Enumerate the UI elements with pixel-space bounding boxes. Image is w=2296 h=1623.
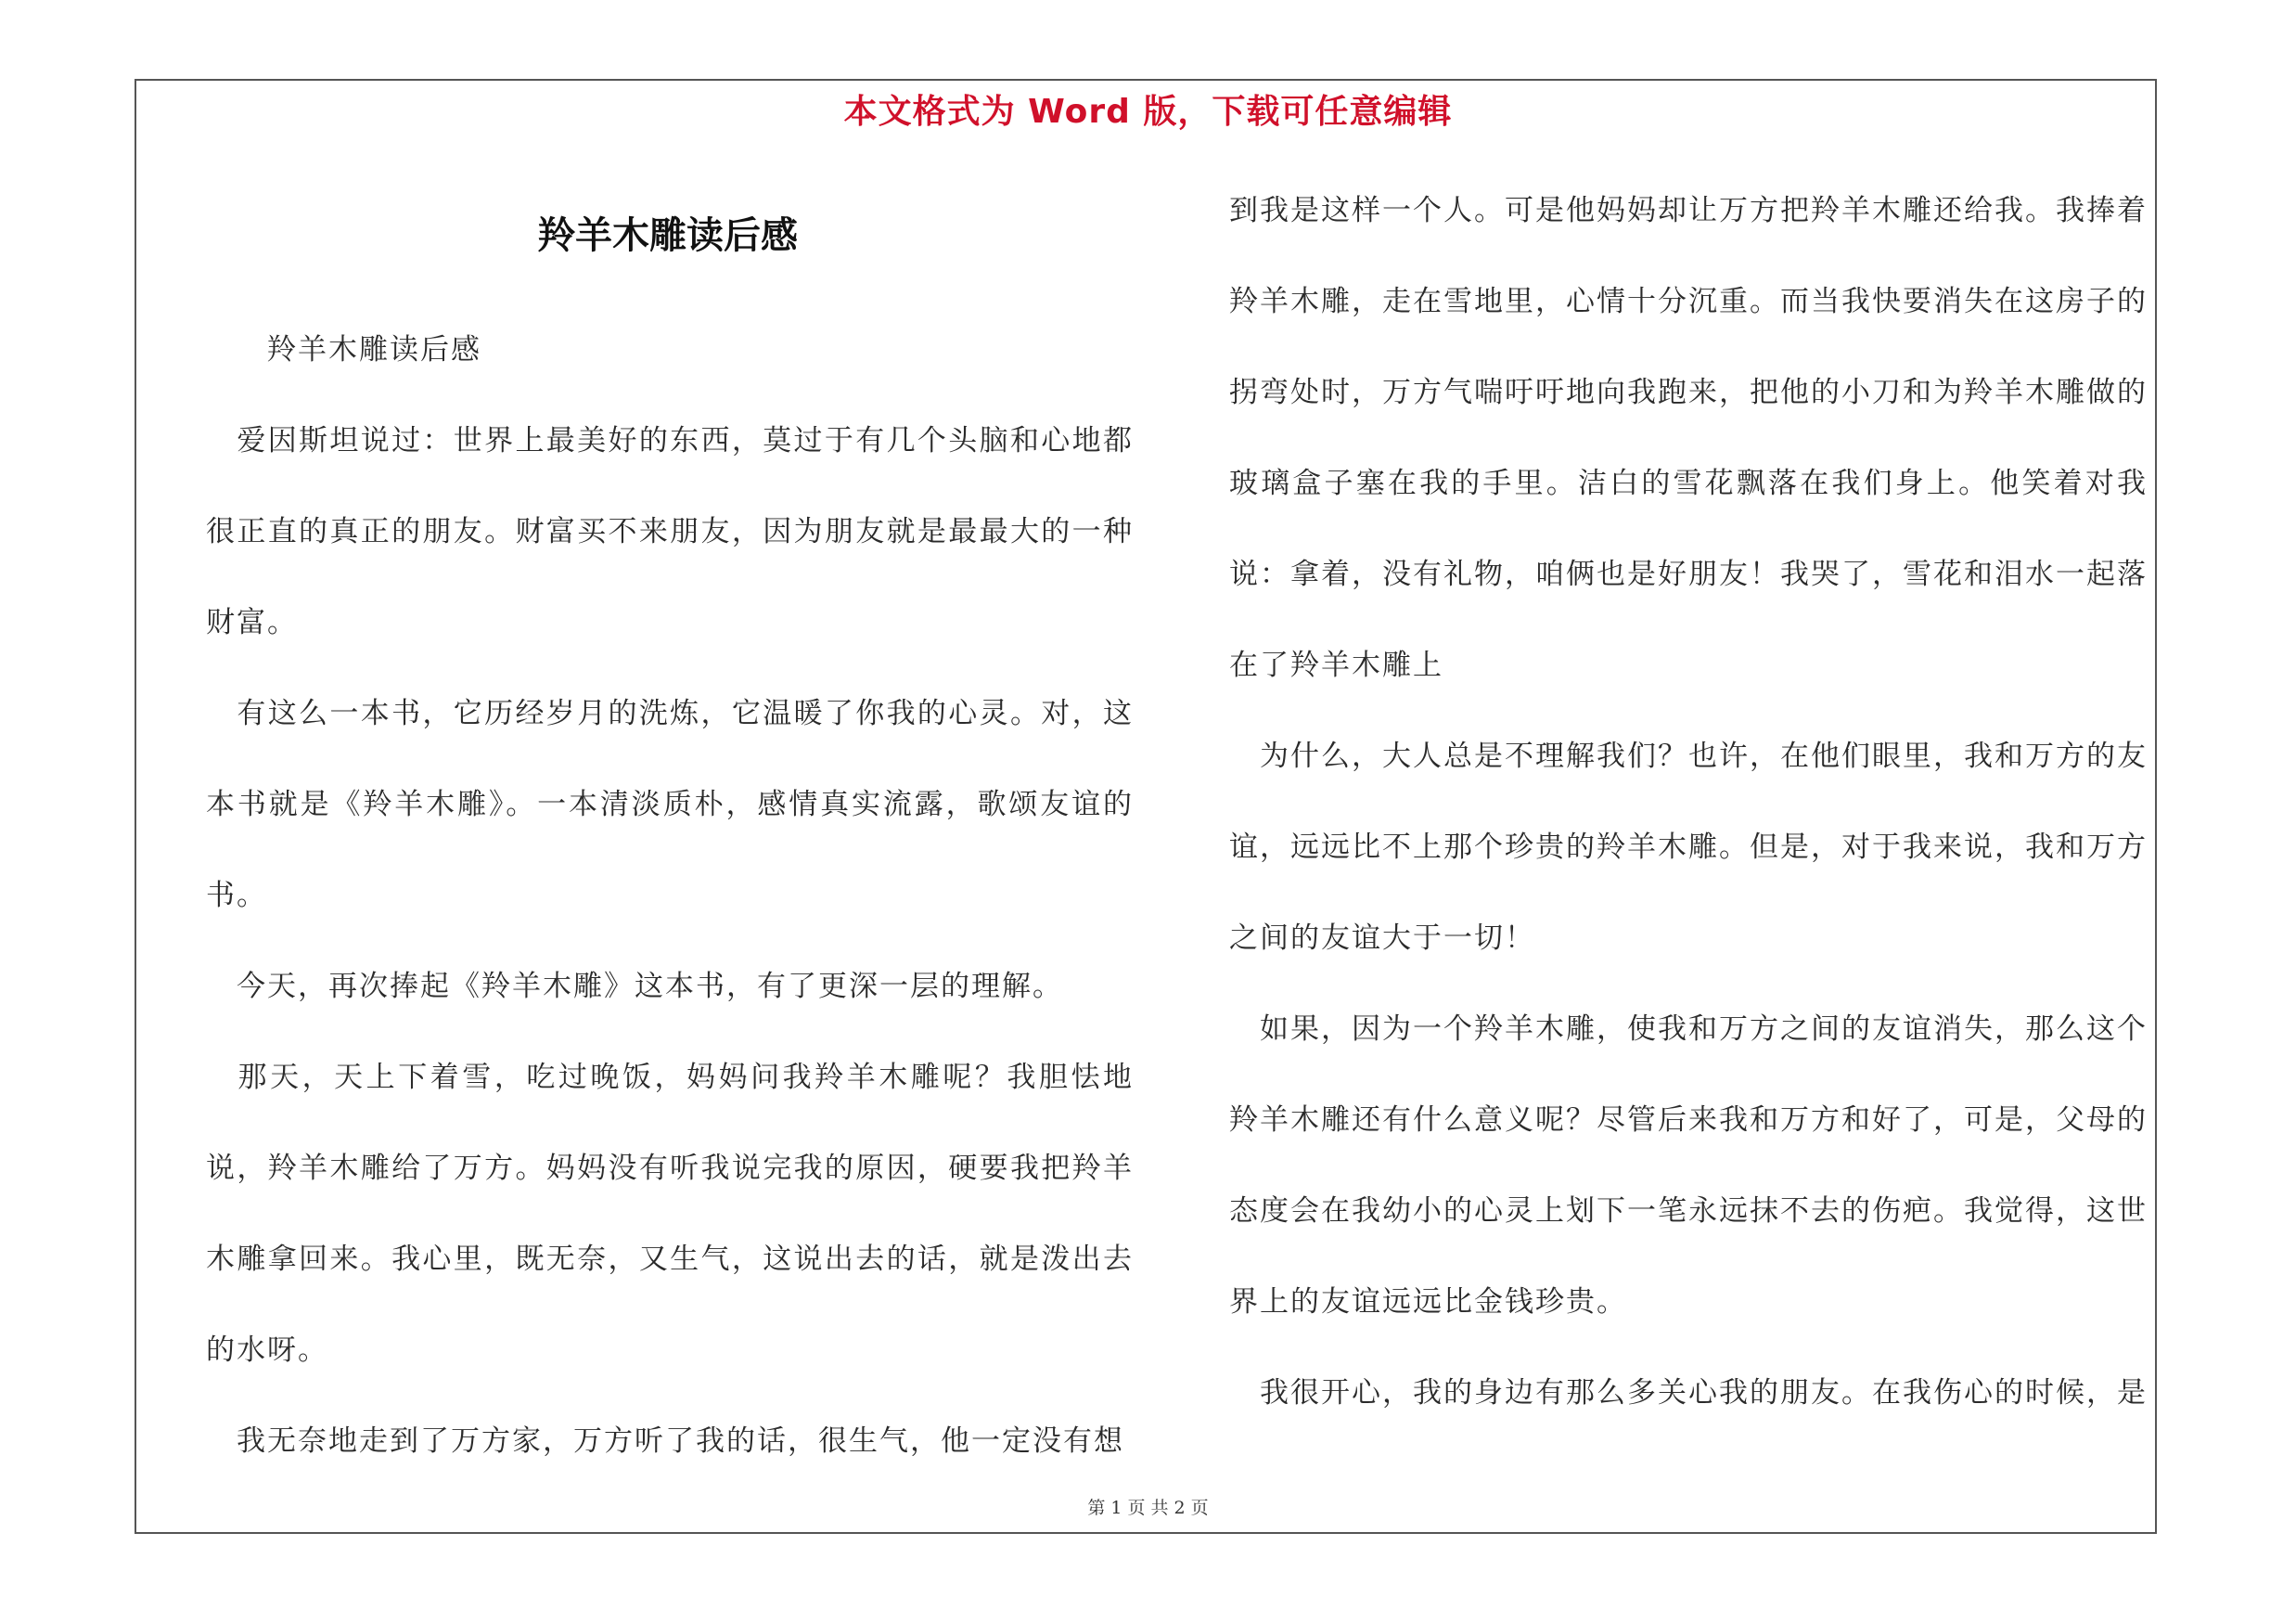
- page-number-footer: 第 1 页 共 2 页: [1087, 1498, 1209, 1518]
- paragraph: 今天，再次捧起《羚羊木雕》这本书，有了更深一层的理解。: [206, 970, 1063, 1003]
- left-column: [206, 304, 1134, 1487]
- paragraph: 羚羊木雕读后感: [206, 333, 481, 367]
- right-column: [1229, 165, 2148, 1438]
- document-title: 羚羊木雕读后感: [538, 214, 798, 257]
- paragraph: 那天，天上下着雪，吃过晚饭，妈妈问我羚羊木雕呢？我胆怯地说，羚羊木雕给了万方。妈妈没有听我说完我的原因，硬要我把羚羊木雕拿回来。我心里，既无奈，又生气，这说出去的话，就是泼出去的水呀。: [206, 1061, 1134, 1367]
- paragraph: 到我是这样一个人。可是他妈妈却让万方把羚羊木雕还给我。我捧着羚羊木雕，走在雪地里，心情十分沉重。而当我快要消失在这房子的拐弯处时，万方气喘吁吁地向我跑来，把他的小刀和为羚羊木雕做的玻璃盒子塞在我的手里。洁白的雪花飘落在我们身上。他笑着对我说：拿着，没有礼物，咱俩也是好朋友！我哭了，雪花和泪水一起落在了羚羊木雕上: [1229, 194, 2148, 682]
- paragraph: 为什么，大人总是不理解我们？也许，在他们眼里，我和万方的友谊，远远比不上那个珍贵的羚羊木雕。但是，对于我来说，我和万方之间的友谊大于一切！: [1229, 740, 2148, 955]
- paragraph: 如果，因为一个羚羊木雕，使我和万方之间的友谊消失，那么这个羚羊木雕还有什么意义呢？尽管后来我和万方和好了，可是，父母的态度会在我幼小的心灵上划下一笔永远抹不去的伤疤。我觉得，这世界上的友谊远远比金钱珍贵。: [1229, 1012, 2148, 1319]
- paragraph: 有这么一本书，它历经岁月的洗炼，它温暖了你我的心灵。对，这本书就是《羚羊木雕》。一本清淡质朴，感情真实流露，歌颂友谊的书。: [206, 697, 1134, 912]
- paragraph: 我很开心，我的身边有那么多关心我的朋友。在我伤心的时候，是: [1229, 1376, 2148, 1410]
- paragraph: 我无奈地走到了万方家，万方听了我的话，很生气，他一定没有想: [206, 1424, 1124, 1458]
- word-format-banner: 本文格式为 Word 版，下载可任意编辑: [843, 93, 1453, 131]
- paragraph: 爱因斯坦说过：世界上最美好的东西，莫过于有几个头脑和心地都很正直的真正的朋友。财富买不来朋友，因为朋友就是最最大的一种财富。: [206, 424, 1134, 639]
